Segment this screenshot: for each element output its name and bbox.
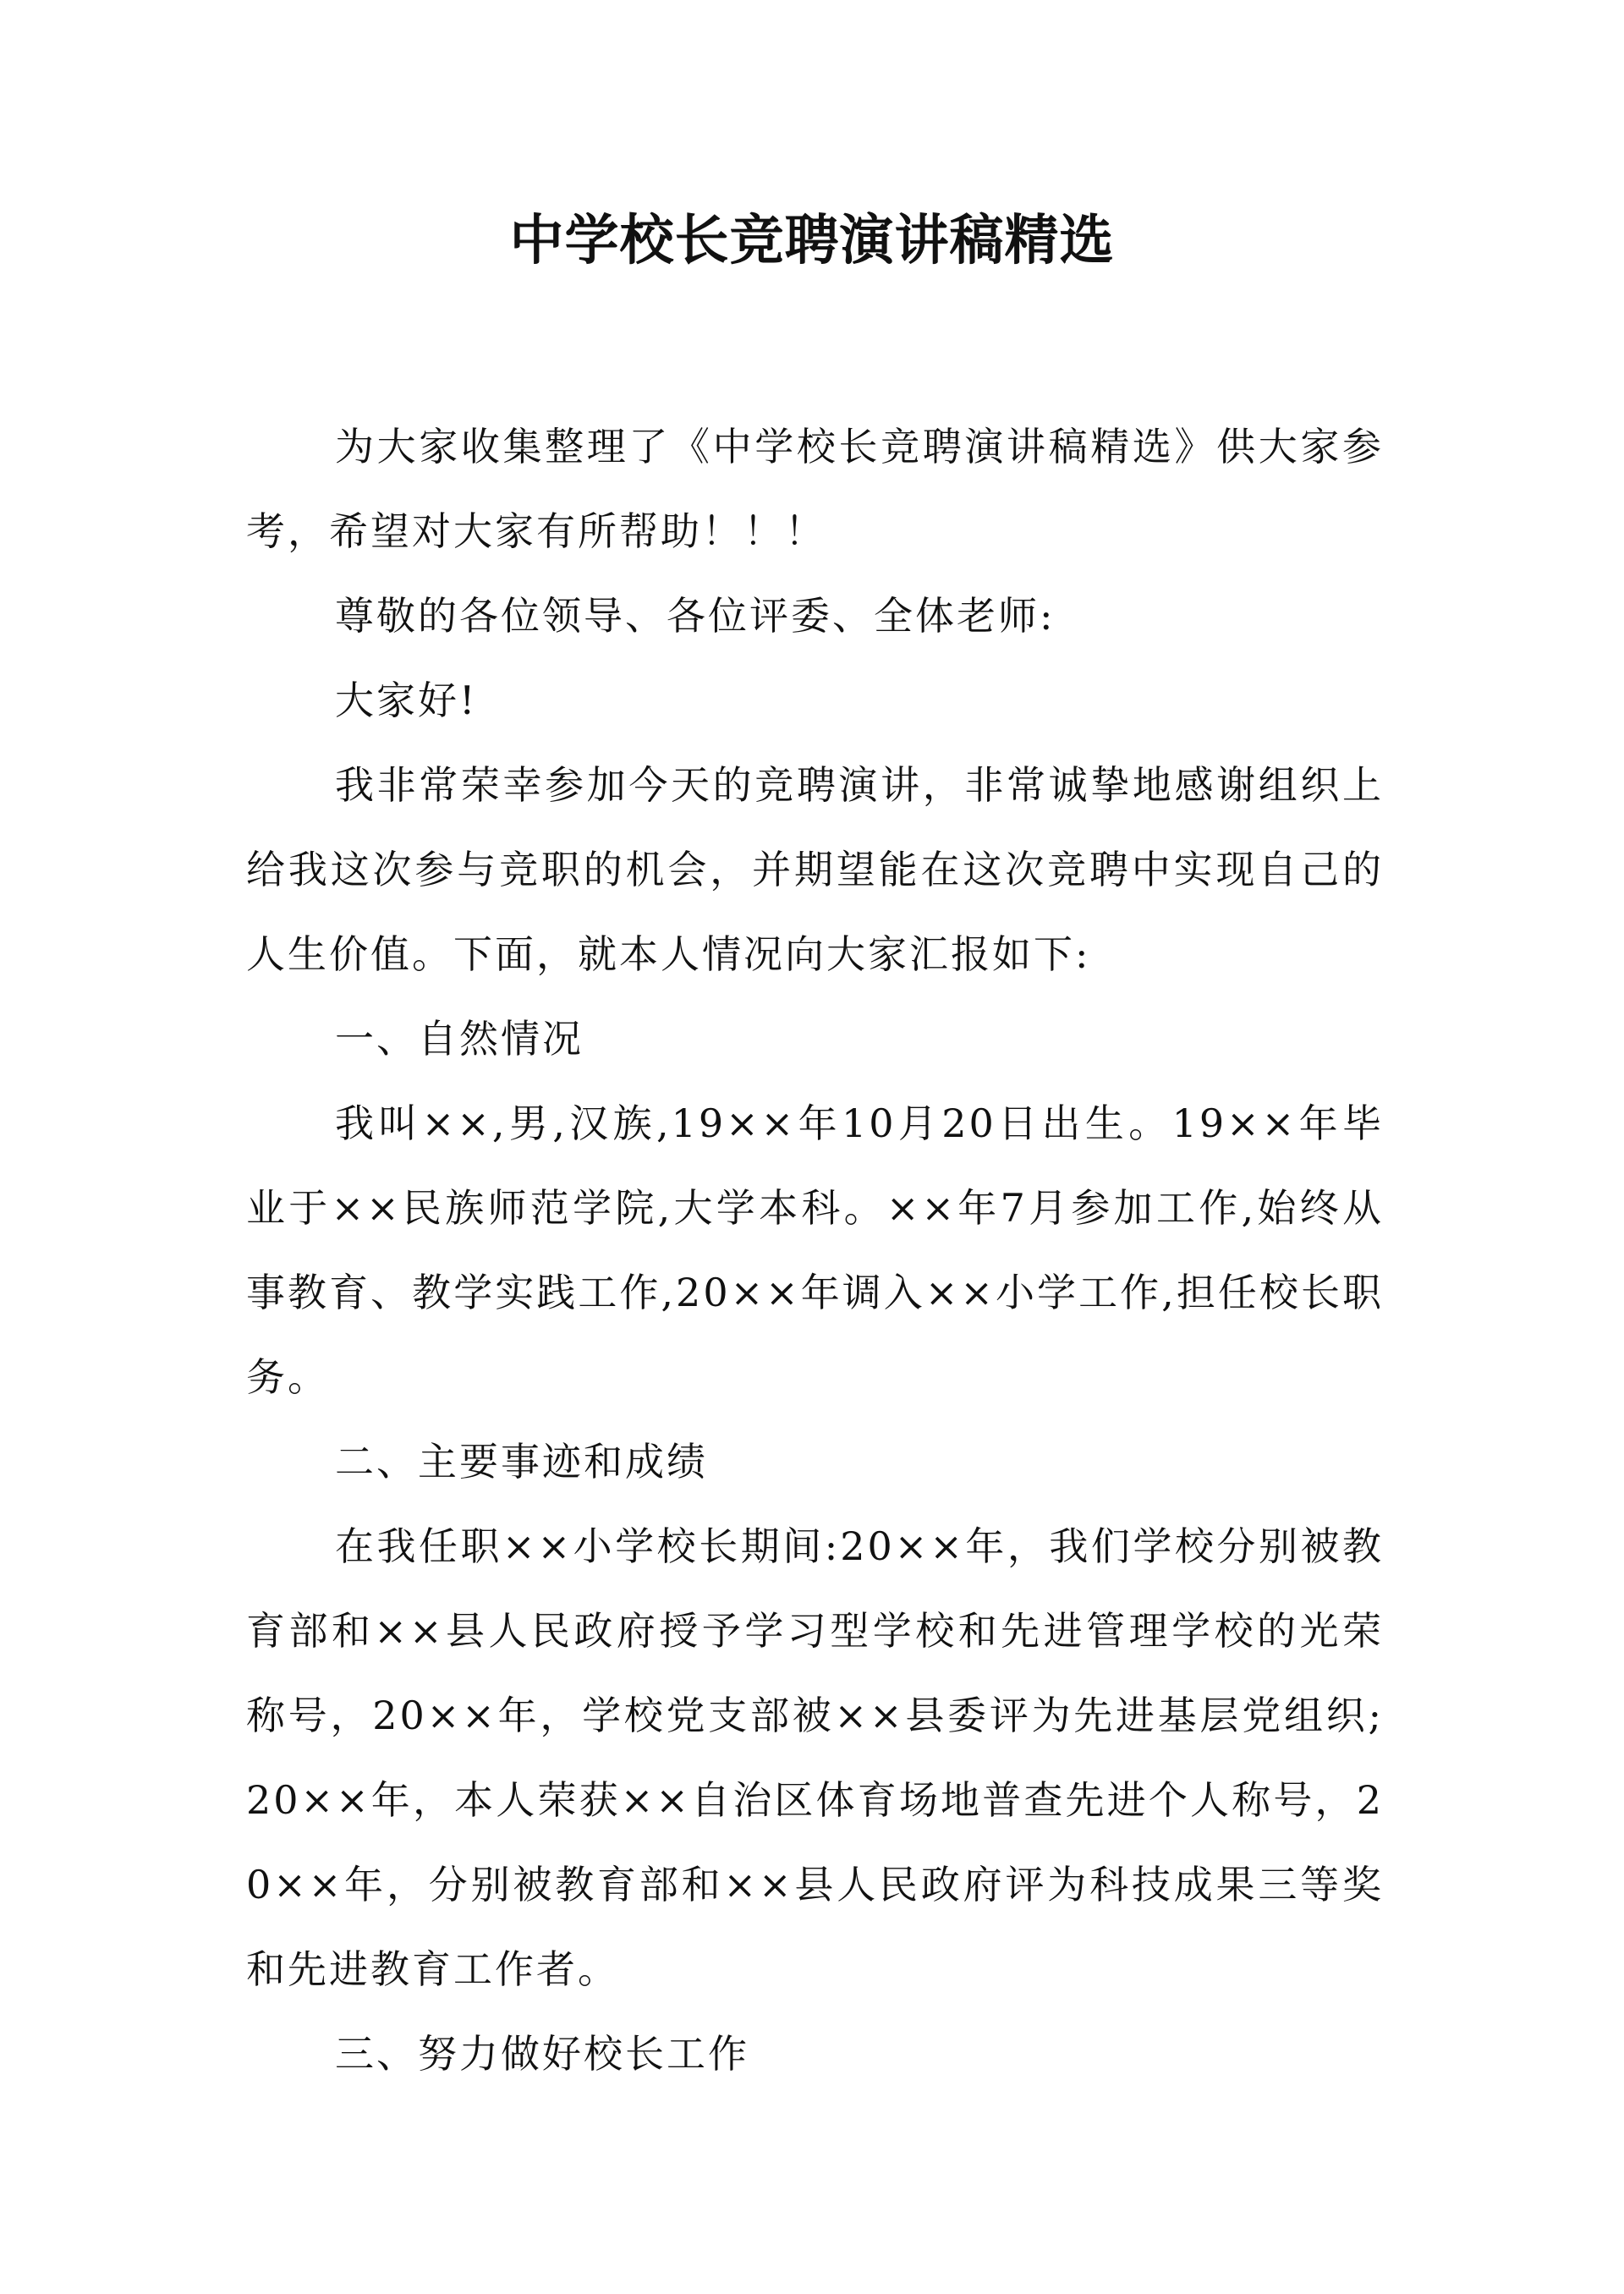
opening-paragraph: 我非常荣幸参加今天的竞聘演讲，非常诚挚地感谢组织上给我这次参与竞职的机会，并期望能在这次竞聘中实现自己的人生价值。下面，就本人情况向大家汇报如下: <box>246 762 1384 977</box>
greeting-paragraph: 大家好! <box>335 678 478 723</box>
section-heading-3: 三、努力做好校长工作 <box>335 2031 749 2077</box>
personal-info-paragraph: 我叫××,男,汉族,19××年10月20日出生。19××年毕业于××民族师范学院,大学本科。××年7月参加工作,始终从事教育、教学实践工作,20××年调入××小学工作,担任校长职务。 <box>246 1100 1384 1400</box>
section-heading-2: 二、主要事迹和成绩 <box>335 1439 708 1485</box>
document-title: 中学校长竞聘演讲稿精选 <box>509 210 1115 272</box>
achievements-paragraph: 在我任职××小学校长期间:20××年，我们学校分别被教育部和××县人民政府授予学习型学校和先进管理学校的光荣称号，20××年，学校党支部被××县委评为先进基层党组织;20××年，本人荣获××自治区体育场地普查先进个人称号，20××年，分别被教育部和××县人民政府评为科技成果三等奖和先进教育工作者。 <box>246 1523 1384 1992</box>
document-body <box>246 404 1384 2096</box>
salutation-paragraph: 尊敬的各位领导、各位评委、全体老师: <box>335 593 1056 639</box>
section-heading-1: 一、自然情况 <box>335 1016 584 1062</box>
intro-paragraph: 为大家收集整理了《中学校长竞聘演讲稿精选》供大家参考，希望对大家有所帮助！！！ <box>246 424 1384 554</box>
